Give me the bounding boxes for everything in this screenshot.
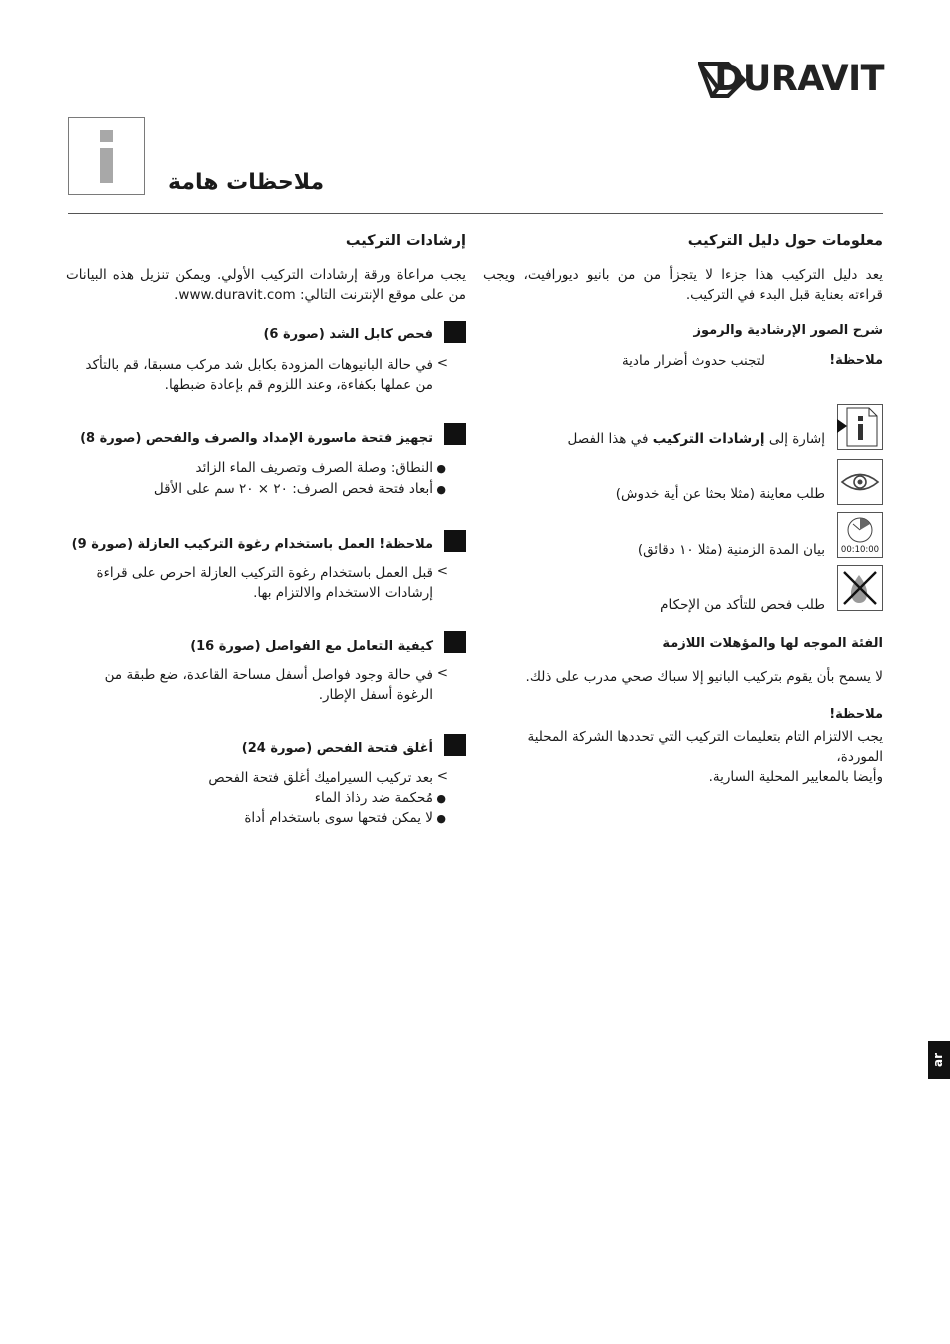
installation-instructions-heading: إرشادات التركيب (345, 233, 466, 249)
section-title: ملاحظة! العمل باستخدام رغوة التركيب العازلة (صورة 9) (71, 537, 433, 552)
list-item: لا يمكن فتحها سوى باستخدام أداة (244, 810, 433, 826)
section-text: في حالة البانيوهات المزودة بكابل شد مركب مسبقا، قم بالتأكد من عملها بكفاءة، وعند اللزوم قم بإعادة ضبطها. (85, 357, 433, 393)
installation-notes-icon (837, 404, 883, 450)
section-text: في حالة وجود فواصل أسفل مساحة القاعدة، ضع طبقة من الرغوة أسفل الإطار. (104, 667, 433, 703)
duravit-logo (698, 58, 884, 102)
section-title: فحص كابل الشد (صورة 6) (263, 327, 433, 342)
list-item: النطاق: وصلة الصرف وتصريف الماء الزائد (195, 460, 433, 476)
audience-heading: الفئة الموجه لها والمؤهلات اللازمة (662, 636, 883, 651)
section-title: أغلق فتحة الفحص (صورة 24) (241, 741, 433, 756)
bullet: ● (436, 812, 446, 825)
title-divider (68, 213, 883, 214)
arrow-marker: < (436, 563, 448, 579)
language-tab (928, 1041, 950, 1079)
arrow-marker: < (436, 355, 448, 371)
section-marker (444, 321, 466, 343)
arrow-marker: < (436, 768, 448, 784)
list-item: مُحكمة ضد رذاذ الماء (314, 790, 433, 806)
symbol-text-leak: طلب فحص للتأكد من الإحكام (660, 597, 825, 613)
language-tab-label: ar (931, 1052, 946, 1068)
bullet: ● (436, 462, 446, 475)
section-marker (444, 423, 466, 445)
bullet: ● (436, 792, 446, 805)
section-marker (444, 631, 466, 653)
section-marker (444, 530, 466, 552)
timer-label: 00:10:00 (840, 545, 880, 555)
section-marker (444, 734, 466, 756)
logo-wordmark: DURAVIT (714, 59, 884, 99)
timer-icon (837, 512, 883, 558)
section-text: بعد تركيب السيراميك أغلق فتحة الفحص (208, 770, 433, 786)
info-icon (68, 117, 145, 195)
section-title: كيفية التعامل مع الفواصل (صورة 16) (190, 639, 433, 654)
arrow-marker: < (436, 665, 448, 681)
note-label: ملاحظة! (829, 353, 883, 368)
symbol-text-notes: إشارة إلى إرشادات التركيب في هذا الفصل (567, 431, 825, 447)
section-title: تجهيز فتحة ماسورة الإمداد والصرف والفحص (صورة 8) (80, 431, 433, 446)
page-title: ملاحظات هامة (168, 170, 325, 195)
note-text: لتجنب حدوث أضرار مادية (621, 353, 765, 369)
audience-text: لا يسمح بأن يقوم بتركيب البانيو إلا سباك صحي مدرب على ذلك. (525, 669, 883, 685)
note2-label: ملاحظة! (829, 707, 883, 722)
note2-text: يجب الالتزام التام بتعليمات التركيب التي تحددها الشركة المحلية الموردة، وأيضا بالمعايير المحلية السارية. (527, 729, 883, 785)
installation-guide-heading: معلومات حول دليل التركيب (687, 233, 883, 249)
section-text: قبل العمل باستخدام رغوة التركيب العازلة احرص على قراءة إرشادات الاستخدام والالتزام بها. (96, 565, 433, 601)
installation-guide-intro: يعد دليل التركيب هذا جزءا لا يتجزأ من من بانيو ديورافيت، ويجب قراءته بعناية قبل البدء في التركيب. (483, 267, 883, 303)
eye-icon (837, 459, 883, 505)
bullet: ● (436, 483, 446, 496)
symbol-text-eye: طلب معاينة (مثلا بحثا عن أية خدوش) (615, 486, 825, 502)
list-item: أبعاد فتحة فحص الصرف: ٢٠ × ٢٠ سم على الأقل (153, 481, 433, 497)
symbol-text-timer: بيان المدة الزمنية (مثلا ١٠ دقائق) (637, 542, 825, 558)
leak-check-icon (837, 565, 883, 611)
symbols-heading: شرح الصور الإرشادية والرموز (693, 323, 883, 338)
installation-instructions-intro: يجب مراعاة ورقة إرشادات التركيب الأولي. ويمكن تنزيل هذه البيانات من على موقع الإنترنت التالي: www.duravit.com. (66, 267, 466, 303)
